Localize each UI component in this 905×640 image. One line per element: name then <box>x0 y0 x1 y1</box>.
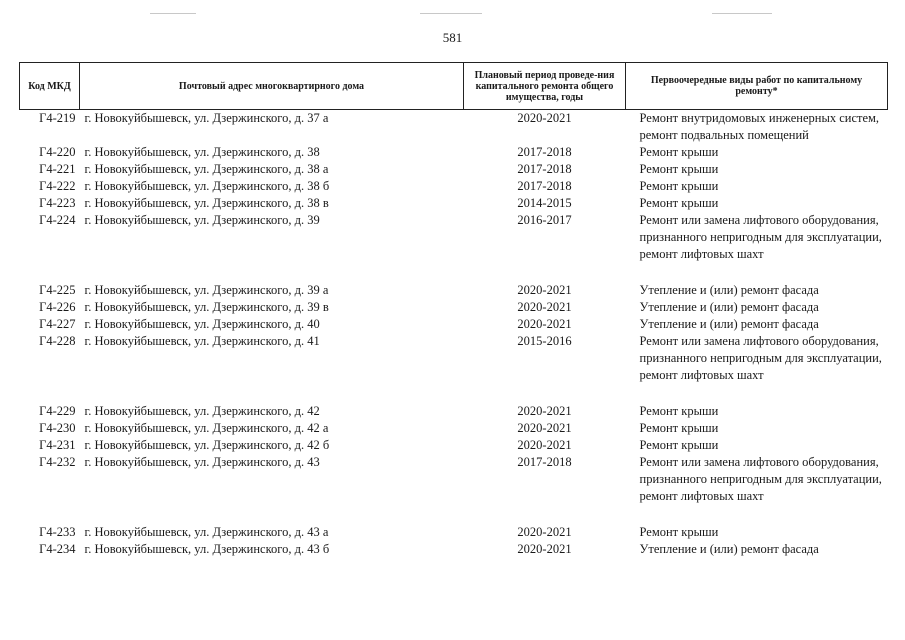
table-row <box>20 437 888 454</box>
row-works: Ремонт или замена лифтового оборудования, признанного непригодным для эксплуатации, ремонт лифтовых шахт <box>639 213 882 261</box>
row-works: Утепление и (или) ремонт фасада <box>639 542 819 556</box>
header-address: Почтовый адрес многоквартирного дома <box>80 63 464 110</box>
row-address: г. Новокуйбышевск, ул. Дзержинского, д. 37 а <box>84 111 329 125</box>
row-works: Ремонт крыши <box>639 179 719 193</box>
row-works: Ремонт крыши <box>639 421 719 435</box>
table-row <box>20 178 888 195</box>
row-works: Ремонт внутридомовых инженерных систем, ремонт подвальных помещений <box>639 111 880 142</box>
row-code: Г4-223 <box>39 196 76 210</box>
row-code: Г4-227 <box>39 317 76 331</box>
row-period: 2020-2021 <box>517 525 572 539</box>
row-works: Ремонт или замена лифтового оборудования, признанного непригодным для эксплуатации, ремонт лифтовых шахт <box>639 455 882 503</box>
row-period: 2020-2021 <box>517 300 572 314</box>
row-works: Ремонт крыши <box>639 525 719 539</box>
row-period: 2015-2016 <box>517 334 572 348</box>
table-row <box>20 282 888 299</box>
row-code: Г4-226 <box>39 300 76 314</box>
row-period: 2020-2021 <box>517 542 572 556</box>
row-period: 2020-2021 <box>517 283 572 297</box>
row-code: Г4-230 <box>39 421 76 435</box>
table-row <box>20 299 888 316</box>
table-header-row <box>20 63 888 110</box>
table-row <box>20 420 888 437</box>
table-row <box>20 316 888 333</box>
row-code: Г4-221 <box>39 162 76 176</box>
row-code: Г4-229 <box>39 404 76 418</box>
row-period: 2020-2021 <box>517 317 572 331</box>
row-address: г. Новокуйбышевск, ул. Дзержинского, д. 42 а <box>84 421 329 435</box>
row-address: г. Новокуйбышевск, ул. Дзержинского, д. 40 <box>84 317 320 331</box>
table-row <box>20 110 888 145</box>
row-period: 2017-2018 <box>517 162 572 176</box>
row-code: Г4-231 <box>39 438 76 452</box>
table-row <box>20 524 888 541</box>
row-code: Г4-220 <box>39 145 76 159</box>
row-period: 2017-2018 <box>517 455 572 469</box>
row-works: Ремонт крыши <box>639 162 719 176</box>
row-code: Г4-219 <box>39 111 76 125</box>
row-code: Г4-232 <box>39 455 76 469</box>
row-works: Ремонт крыши <box>639 145 719 159</box>
row-address: г. Новокуйбышевск, ул. Дзержинского, д. 38 <box>84 145 320 159</box>
row-period: 2020-2021 <box>517 421 572 435</box>
row-code: Г4-228 <box>39 334 76 348</box>
scan-mark-center <box>420 13 482 14</box>
row-code: Г4-234 <box>39 542 76 556</box>
row-period: 2017-2018 <box>517 145 572 159</box>
table-row <box>20 541 888 558</box>
row-code: Г4-222 <box>39 179 76 193</box>
header-works: Первоочередные виды работ по капитальному ремонту* <box>626 63 888 110</box>
row-period: 2016-2017 <box>517 213 572 227</box>
row-works: Утепление и (или) ремонт фасада <box>639 283 819 297</box>
row-works: Утепление и (или) ремонт фасада <box>639 317 819 331</box>
row-period: 2020-2021 <box>517 404 572 418</box>
row-works: Ремонт крыши <box>639 404 719 418</box>
row-code: Г4-233 <box>39 525 76 539</box>
page-number: 581 <box>442 30 463 45</box>
row-code: Г4-224 <box>39 213 76 227</box>
table-row <box>20 403 888 420</box>
table-row <box>20 195 888 212</box>
table-row <box>20 144 888 161</box>
table-row <box>20 212 888 282</box>
row-address: г. Новокуйбышевск, ул. Дзержинского, д. 43 а <box>84 525 329 539</box>
row-address: г. Новокуйбышевск, ул. Дзержинского, д. 38 в <box>84 196 329 210</box>
row-period: 2014-2015 <box>517 196 572 210</box>
row-address: г. Новокуйбышевск, ул. Дзержинского, д. 39 <box>84 213 320 227</box>
header-code: Код МКД <box>20 63 80 110</box>
row-address: г. Новокуйбышевск, ул. Дзержинского, д. 41 <box>84 334 320 348</box>
row-period: 2020-2021 <box>517 438 572 452</box>
row-address: г. Новокуйбышевск, ул. Дзержинского, д. 43 б <box>84 542 330 556</box>
row-works: Ремонт крыши <box>639 438 719 452</box>
row-address: г. Новокуйбышевск, ул. Дзержинского, д. 39 а <box>84 283 329 297</box>
row-works: Утепление и (или) ремонт фасада <box>639 300 819 314</box>
header-period: Плановый период проведе-ния капитального ремонта общего имущества, годы <box>464 63 626 110</box>
row-address: г. Новокуйбышевск, ул. Дзержинского, д. 38 б <box>84 179 330 193</box>
table-row <box>20 161 888 178</box>
scan-mark-left <box>150 13 196 14</box>
row-address: г. Новокуйбышевск, ул. Дзержинского, д. 38 а <box>84 162 329 176</box>
table-row <box>20 454 888 524</box>
row-code: Г4-225 <box>39 283 76 297</box>
table-row <box>20 333 888 403</box>
table-body <box>20 110 888 559</box>
capital-repair-register-table <box>19 62 888 558</box>
row-address: г. Новокуйбышевск, ул. Дзержинского, д. 43 <box>84 455 320 469</box>
row-address: г. Новокуйбышевск, ул. Дзержинского, д. 42 б <box>84 438 330 452</box>
row-period: 2020-2021 <box>517 111 572 125</box>
row-address: г. Новокуйбышевск, ул. Дзержинского, д. 42 <box>84 404 320 418</box>
scan-mark-right <box>712 13 772 14</box>
row-address: г. Новокуйбышевск, ул. Дзержинского, д. 39 в <box>84 300 329 314</box>
row-works: Ремонт крыши <box>639 196 719 210</box>
row-period: 2017-2018 <box>517 179 572 193</box>
row-works: Ремонт или замена лифтового оборудования, признанного непригодным для эксплуатации, ремонт лифтовых шахт <box>639 334 882 382</box>
